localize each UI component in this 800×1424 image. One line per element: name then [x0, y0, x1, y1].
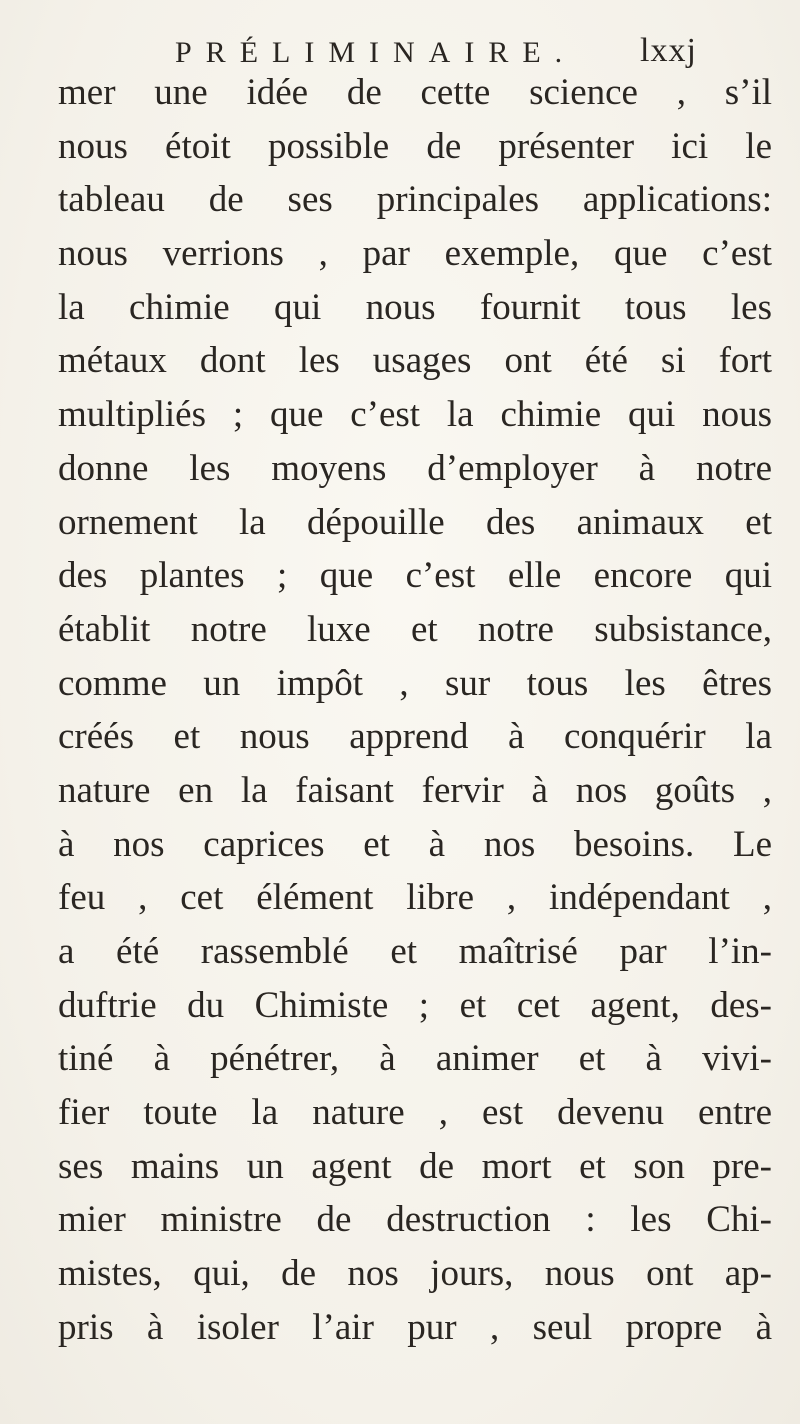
text-line: feu , cet élément libre , indépendant , — [58, 877, 772, 919]
text-line: multipliés ; que c’est la chimie qui nous — [58, 394, 772, 436]
text-line: mier ministre de destruction : les Chi- — [58, 1199, 772, 1241]
running-head-title: PRÉLIMINAIRE. — [175, 36, 577, 69]
page-number: lxxj — [640, 32, 697, 69]
text-line: duftrie du Chimiste ; et cet agent, des- — [58, 984, 772, 1026]
text-line: pris à isoler l’air pur , seul propre à — [58, 1306, 772, 1348]
text-line: tiné à pénétrer, à animer et à vivi- — [58, 1038, 772, 1080]
text-line: donne les moyens d’employer à notre — [58, 447, 772, 489]
text-line: créés et nous apprend à conquérir la — [58, 716, 772, 758]
text-line: nous verrions , par exemple, que c’est — [58, 233, 772, 275]
text-line: métaux dont les usages ont été si fort — [58, 340, 772, 382]
text-line: fier toute la nature , est devenu entre — [58, 1092, 772, 1134]
text-line: comme un impôt , sur tous les êtres — [58, 662, 772, 704]
text-line: établit notre luxe et notre subsistance, — [58, 608, 772, 650]
text-line: la chimie qui nous fournit tous les — [58, 286, 772, 328]
text-line: ses mains un agent de mort et son pre- — [58, 1145, 772, 1187]
text-line: des plantes ; que c’est elle encore qui — [58, 555, 772, 597]
text-line: nous étoit possible de présenter ici le — [58, 125, 772, 167]
body-text — [58, 66, 778, 1355]
text-line: mistes, qui, de nos jours, nous ont ap- — [58, 1253, 772, 1295]
text-line: a été rassemblé et maîtrisé par l’in- — [58, 931, 772, 972]
text-line: ornement la dépouille des animaux et — [58, 501, 772, 543]
text-line: à nos caprices et à nos besoins. Le — [58, 823, 772, 865]
text-line: mer une idée de cette science , s’il — [58, 72, 772, 113]
text-line: tableau de ses principales applications: — [58, 179, 772, 221]
text-line: nature en la faisant fervir à nos goûts , — [58, 769, 772, 811]
